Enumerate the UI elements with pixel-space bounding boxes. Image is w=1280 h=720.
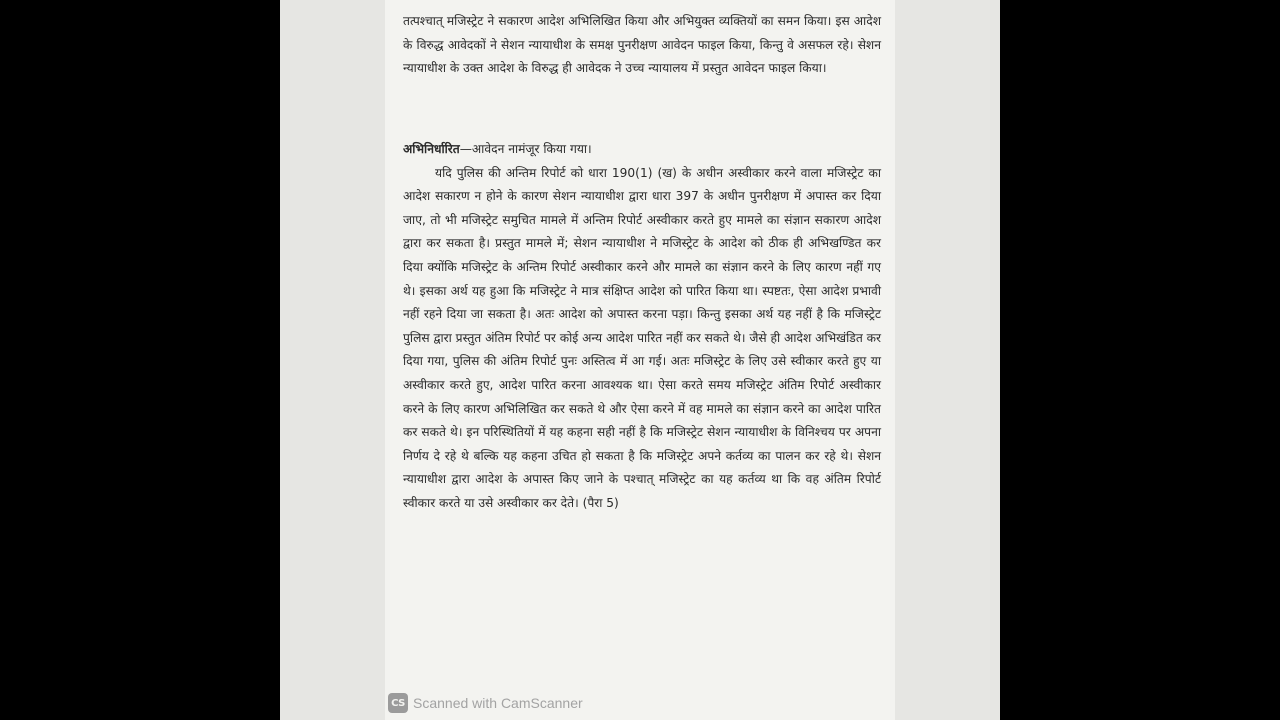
held-text: —आवेदन नामंजूर किया गया। <box>459 142 592 156</box>
document-body <box>403 10 881 516</box>
intro-paragraph: तत्पश्चात् मजिस्ट्रेट ने सकारण आदेश अभिलिखित किया और अभियुक्त व्यक्तियों का समन किया। इस आदेश के विरुद्ध आवेदकों ने सेशन न्यायाधीश के समक्ष पुनरीक्षण आवेदन फाइल किया, किन्तु वे असफल रहे। सेशन न्यायाधीश के उक्त आदेश के विरुद्ध ही आवेदक ने उच्च न्यायालय में प्रस्तुत आवेदन फाइल किया। <box>403 14 881 76</box>
body-paragraph: यदि पुलिस की अन्तिम रिपोर्ट को धारा 190(1) (ख) के अधीन अस्वीकार करने वाला मजिस्ट्रेट का आदेश सकारण न होने के कारण सेशन न्यायाधीश द्वारा धारा 397 के अधीन पुनरीक्षण में अपास्त कर दिया जाए, तो भी मजिस्ट्रेट समुचित मामले में अन्तिम रिपोर्ट अस्वीकार करते हुए मामले का संज्ञान सकारण आदेश द्वारा कर सकता है। प्रस्तुत मामले में; सेशन न्यायाधीश ने मजिस्ट्रेट के आदेश को ठीक ही अभिखण्डित कर दिया क्योंकि मजिस्ट्रेट के अन्तिम रिपोर्ट अस्वीकार करने और मामले का संज्ञान करने के लिए कारण नहीं गए थे। इसका अर्थ यह हुआ कि मजिस्ट्रेट ने मात्र संक्षिप्त आदेश को पारित किया था। स्पष्टतः, ऐसा आदेश प्रभावी नहीं रहने दिया जा सकता है। अतः आदेश को अपास्त करना पड़ा। किन्तु इसका अर्थ यह नहीं है कि मजिस्ट्रेट पुलिस द्वारा प्रस्तुत अंतिम रिपोर्ट पर कोई अन्य आदेश पारित नहीं कर सकते थे। जैसे ही आदेश अभिखंडित कर दिया गया, पुलिस की अंतिम रिपोर्ट पुनः अस्तित्व में आ गई। अतः मजिस्ट्रेट के लिए उसे स्वीकार करते हुए या अस्वीकार करते हुए, आदेश पारित करना आवश्यक था। ऐसा करते समय मजिस्ट्रेट अंतिम रिपोर्ट अस्वीकार करने के लिए कारण अभिलिखित कर सकते थे और ऐसा करने में वह मामले का संज्ञान करने का आदेश पारित कर सकते थे। इन परिस्थितियों में यह कहना सही नहीं है कि मजिस्ट्रेट सेशन न्यायाधीश के विनिश्चय पर अपना निर्णय दे रहे थे बल्कि यह कहना उचित हो सकता है कि मजिस्ट्रेट अपने कर्तव्य का पालन कर रहे थे। सेशन न्यायाधीश द्वारा आदेश के अपास्त किए जाने के पश्चात् मजिस्ट्रेट का यह कर्तव्य था कि वह अंतिम रिपोर्ट स्वीकार करते या उसे अस्वीकार कर देते। (पैरा 5) <box>403 165 881 510</box>
held-label: अभिनिर्धारित <box>403 142 460 156</box>
held-paragraph <box>403 138 881 162</box>
camscanner-logo-icon: CS <box>388 693 408 713</box>
camscanner-watermark-text: Scanned with CamScanner <box>413 695 583 711</box>
right-letterbox-bar <box>1000 0 1280 720</box>
camscanner-watermark <box>388 692 583 714</box>
left-letterbox-bar <box>0 0 280 720</box>
scanned-page <box>385 0 895 720</box>
